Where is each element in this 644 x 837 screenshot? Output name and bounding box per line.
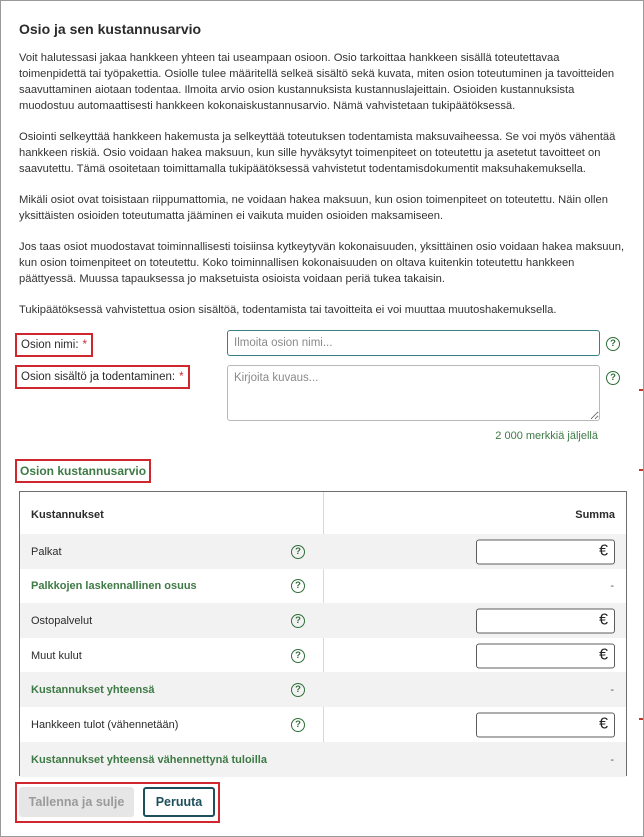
required-marker: * [179, 371, 184, 383]
name-label-text: Osion nimi: [21, 339, 79, 351]
intro-paragraph: Tukipäätöksessä vahvistettua osion sisältöä, todentamista tai tavoitteita ei voi muuttaa muutoshakemuksella. [19, 304, 557, 316]
dialog-title: Osio ja sen kustannusarvio [19, 21, 202, 37]
section-content-label [15, 365, 190, 389]
help-icon[interactable]: ? [606, 337, 620, 351]
intro-paragraph: Mikäli osiot ovat toisistaan riippumattomia, ne voidaan hakea maksuun, kun osion toimenpiteet on toteutettu. Näin ollen yksittäisten osioiden toteutumatta jääminen ei vaikuta muiden osioiden maksamiseen. [19, 194, 608, 222]
help-icon[interactable]: ? [606, 371, 620, 385]
computed-value: - [610, 579, 614, 592]
row-label: Hankkeen tulot (vähennetään) [31, 718, 179, 731]
help-icon[interactable]: ? [291, 683, 305, 697]
table-header [20, 492, 626, 535]
intro-paragraph: Jos taas osiot muodostavat toiminnallisesti toisiinsa kytkeytyvän kokonaisuuden, yksittäinen osio voidaan hakea maksuun, kun osion toimenpiteet on toteutettu. Koko toiminnallisen kokonaisuuden on oltava kuitenkin toteutettu hankkeen päättyessä. Muussa tapauksessa jo maksetuista osioista voidaan periä tukea takaisin. [19, 241, 625, 285]
table-row [20, 638, 626, 673]
computed-value: - [610, 753, 614, 766]
row-label: Kustannukset yhteensä [31, 683, 155, 696]
help-icon[interactable]: ? [291, 579, 305, 593]
cancel-button[interactable]: Peruuta [143, 787, 215, 817]
help-icon[interactable]: ? [291, 649, 305, 663]
table-row [20, 742, 626, 777]
section-name-label [15, 333, 93, 357]
help-icon[interactable]: ? [291, 718, 305, 732]
edge-marker [639, 389, 643, 391]
save-and-close-button[interactable]: Tallenna ja sulje [19, 787, 134, 817]
content-label-text: Osion sisältö ja todentaminen: [21, 371, 176, 383]
section-content-textarea[interactable] [227, 365, 600, 421]
help-icon[interactable]: ? [291, 545, 305, 559]
amount-input[interactable] [476, 643, 615, 668]
euro-icon: € [599, 646, 608, 663]
amount-input[interactable] [476, 608, 615, 633]
header-sum: Summa [575, 509, 615, 521]
table-row [20, 568, 626, 603]
edge-marker [639, 718, 643, 720]
help-icon[interactable]: ? [291, 614, 305, 628]
euro-icon: € [599, 715, 608, 732]
intro-text [19, 50, 627, 333]
euro-icon: € [599, 611, 608, 628]
required-marker: * [82, 339, 88, 351]
intro-paragraph: Osiointi selkeyttää hankkeen hakemusta ja selkeyttää toteutuksen todentamista maksuvaiheessa. Se voi myös vähentää hankkeen riskiä. Osio voidaan hakea maksuun, kun sille hyväksytyt toimenpiteet on toteutettu ja asetetut tavoitteet on saavutettu. Tämä osoitetaan toimittamalla tukipäätöksessä vahvistetut todentamisdokumentit maksuhakemuksella. [19, 131, 616, 175]
amount-input[interactable] [476, 539, 615, 564]
euro-icon: € [599, 542, 608, 559]
table-row [20, 603, 626, 638]
section-name-input[interactable] [227, 330, 600, 356]
cost-table [19, 491, 627, 776]
intro-paragraph: Voit halutessasi jakaa hankkeen yhteen tai useampaan osioon. Osio tarkoittaa hankkeen sisällä toteutettavaa toimenpidettä tai työpakettia. Osiolle tulee määritellä selkeä sisältö sekä kuvata, miten osion toteutuminen ja tavoitteiden saavuttaminen aiotaan todentaa. Ilmoita arvio osion kustannuksista kustannuslajeittain. Osioiden kustannuksista muodostuu automaattisesti hankkeen kokonaiskustannusarvio. Nämä vahvistetaan tukipäätöksessä. [19, 52, 615, 112]
row-label: Palkat [31, 545, 62, 558]
row-label: Ostopalvelut [31, 614, 93, 627]
table-row [20, 534, 626, 569]
table-row [20, 672, 626, 707]
computed-value: - [610, 683, 614, 696]
row-label: Kustannukset yhteensä vähennettynä tuloilla [31, 753, 267, 766]
row-label: Muut kulut [31, 649, 82, 662]
table-row [20, 707, 626, 742]
header-costs: Kustannukset [31, 509, 104, 521]
cost-section-title: Osion kustannusarvio [15, 459, 151, 483]
edge-marker [639, 469, 643, 471]
row-label: Palkkojen laskennallinen osuus [31, 579, 197, 592]
amount-input[interactable] [476, 712, 615, 737]
char-counter: 2 000 merkkiä jäljellä [495, 430, 598, 442]
